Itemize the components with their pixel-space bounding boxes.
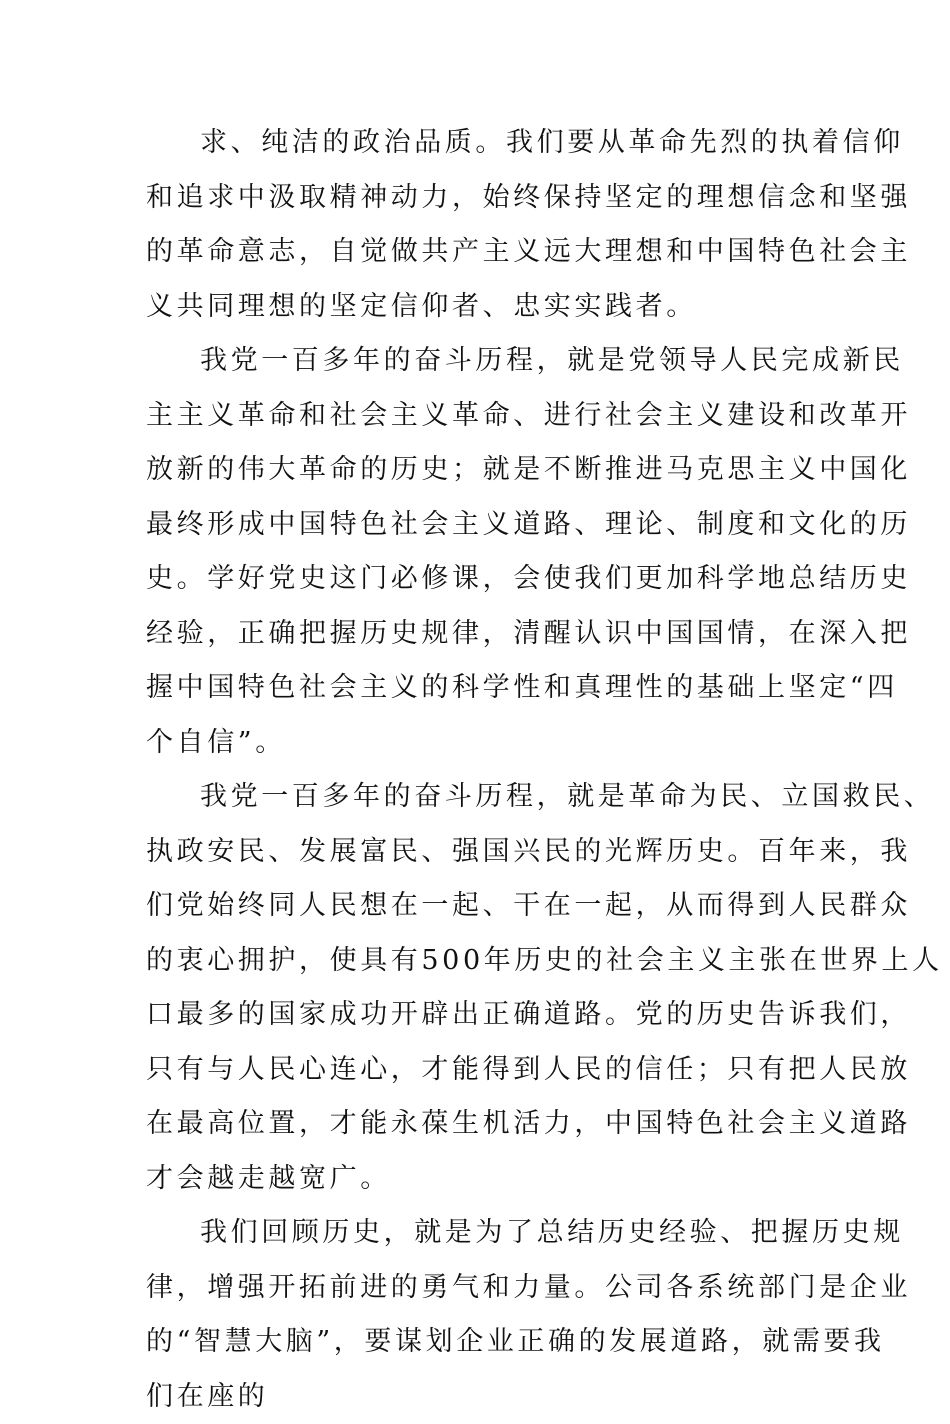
text-line: 只有与人民心连心，才能得到人民的信任；只有把人民放 (146, 1043, 826, 1098)
text-line: 的革命意志，自觉做共产主义远大理想和中国特色社会主 (146, 225, 826, 280)
text-line: 律，增强开拓前进的勇气和力量。公司各系统部门是企业 (146, 1261, 826, 1316)
text-line: 才会越走越宽广。 (146, 1152, 826, 1207)
text-line: 我党一百多年的奋斗历程，就是革命为民、立国救民、 (146, 770, 826, 825)
text-line: 主主义革命和社会主义革命、进行社会主义建设和改革开 (146, 389, 826, 444)
text-line: 的“智慧大脑”，要谋划企业正确的发展道路，就需要我 (146, 1315, 826, 1370)
text-line: 们党始终同人民想在一起、干在一起，从而得到人民群众 (146, 879, 826, 934)
text-line: 我党一百多年的奋斗历程，就是党领导人民完成新民 (146, 334, 826, 389)
text-line: 和追求中汲取精神动力，始终保持坚定的理想信念和坚强 (146, 171, 826, 226)
text-line: 的衷心拥护，使具有500年历史的社会主义主张在世界上人 (146, 934, 826, 989)
text-line: 执政安民、发展富民、强国兴民的光辉历史。百年来，我 (146, 825, 826, 880)
text-line: 们在座的 (146, 1370, 826, 1424)
text-line: 经验，正确把握历史规律，清醒认识中国国情，在深入把 (146, 607, 826, 662)
text-line: 最终形成中国特色社会主义道路、理论、制度和文化的历 (146, 498, 826, 553)
document-body (146, 116, 826, 1424)
text-line: 放新的伟大革命的历史；就是不断推进马克思主义中国化 (146, 443, 826, 498)
text-line: 史。学好党史这门必修课，会使我们更加科学地总结历史 (146, 552, 826, 607)
text-line: 在最高位置，才能永葆生机活力，中国特色社会主义道路 (146, 1097, 826, 1152)
text-line: 求、纯洁的政治品质。我们要从革命先烈的执着信仰 (146, 116, 826, 171)
text-line: 握中国特色社会主义的科学性和真理性的基础上坚定“四 (146, 661, 826, 716)
text-line: 我们回顾历史，就是为了总结历史经验、把握历史规 (146, 1206, 826, 1261)
text-line: 口最多的国家成功开辟出正确道路。党的历史告诉我们， (146, 988, 826, 1043)
text-line: 个自信”。 (146, 716, 826, 771)
text-line: 义共同理想的坚定信仰者、忠实实践者。 (146, 280, 826, 335)
